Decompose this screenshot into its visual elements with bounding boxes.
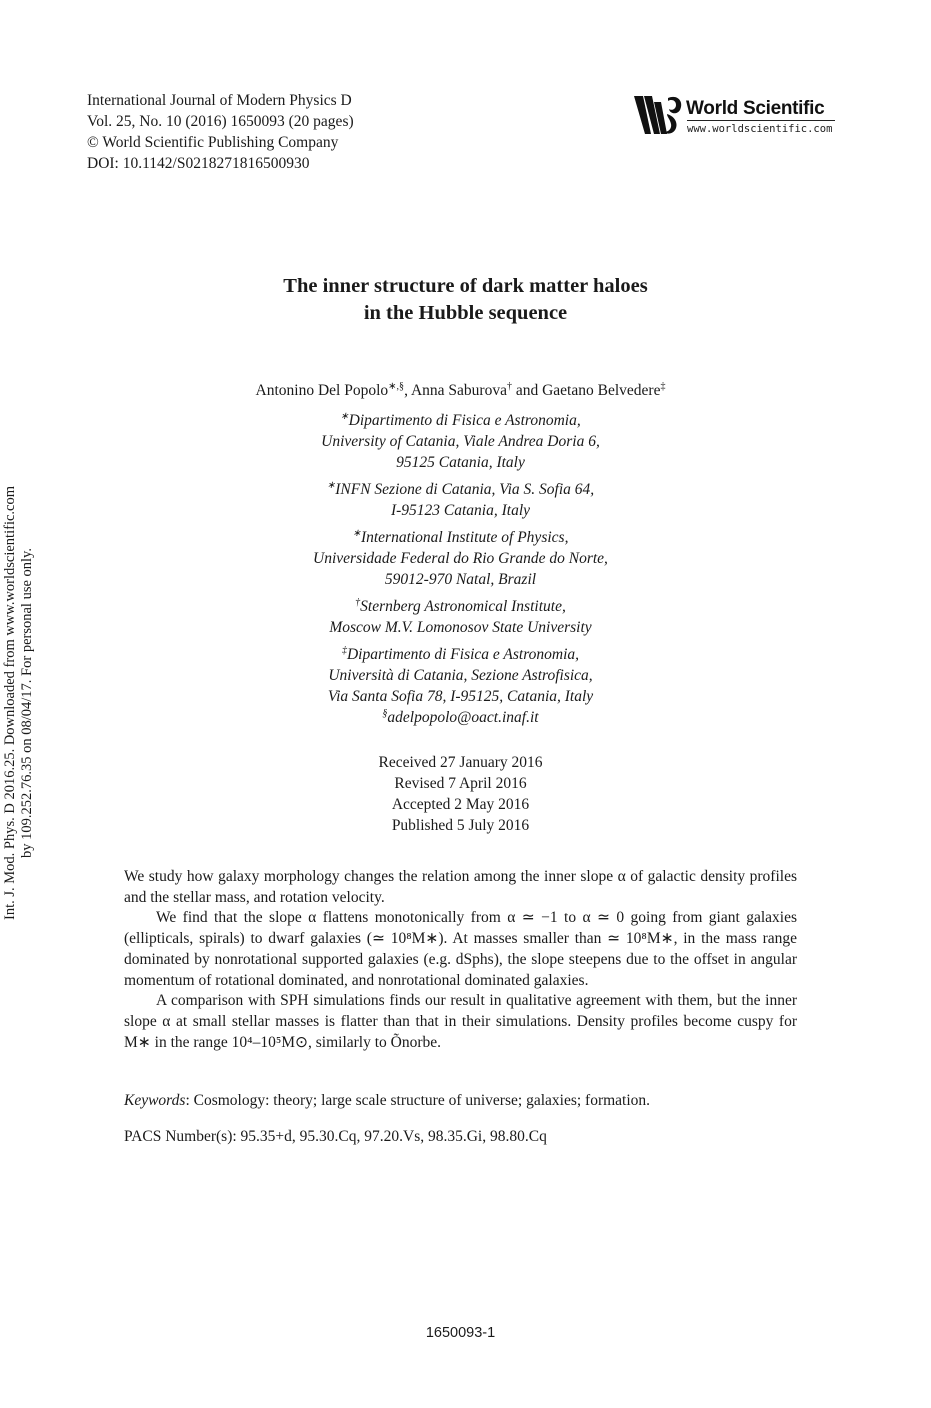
affiliation [0, 644, 921, 728]
affiliation [0, 479, 921, 521]
title-line-2: in the Hubble sequence [363, 302, 568, 324]
author-marks: ‡ [660, 381, 666, 392]
affiliation-line: Universidade Federal do Rio Grande do Norte, [313, 550, 608, 567]
pacs-numbers: PACS Number(s): 95.35+d, 95.30.Cq, 97.20.Vs, 98.35.Gi, 98.80.Cq [124, 1128, 547, 1145]
affiliation-mark: § [382, 708, 388, 719]
affiliation-line: International Institute of Physics, [360, 529, 569, 546]
journal-name: International Journal of Modern Physics D [87, 92, 352, 109]
abstract [124, 867, 797, 1053]
affiliation-mark: ∗ [352, 528, 361, 539]
author-name: Anna Saburova [410, 382, 507, 399]
publication-dates [0, 752, 921, 836]
abstract-paragraph-3: A comparison with SPH simulations finds our result in qualitative agreement with them, but the inner slope α at small stellar masses is flatter than that in their simulations. Density profiles become cuspy for M∗ in the range 10⁴–10⁵M⊙, similarly to Õnorbe. [124, 992, 797, 1051]
affiliation-mark: ∗ [340, 411, 349, 422]
abstract-paragraph-2: We find that the slope α flattens monotonically from α ≃ −1 to α ≃ 0 going from giant galaxies (ellipticals, spirals) to dwarf galaxies (≃ 10⁸M∗). At masses smaller than ≃ 10⁸M∗, in the mass range dominated by nonrotational supported galaxies (e.g. dSphs), the slope steepens due to the offset in angular momentum of rotational dominated, and nonrotational dominated galaxies. [124, 909, 797, 989]
keywords-text: : Cosmology: theory; large scale structure of universe; galaxies; formation. [185, 1092, 651, 1109]
affiliation [0, 410, 921, 473]
email-link[interactable]: adelpopolo@oact.inaf.it [387, 709, 539, 726]
affiliation-line: Via Santa Sofia 78, I-95125, Catania, Italy [327, 688, 594, 705]
author-separator: , [404, 382, 411, 399]
affiliation-list [0, 410, 921, 734]
logo-divider [687, 120, 835, 121]
affiliation-line: I-95123 Catania, Italy [390, 502, 531, 519]
affiliation-line: University of Catania, Viale Andrea Doria 6, [321, 433, 600, 450]
author-name: Gaetano Belvedere [542, 382, 661, 399]
affiliation-line: Università di Catania, Sezione Astrofisica, [328, 667, 593, 684]
page-number: 1650093-1 [425, 1325, 496, 1341]
affiliation-line: Moscow M.V. Lomonosov State University [329, 619, 592, 636]
journal-doi: DOI: 10.1142/S0218271816500930 [87, 155, 310, 172]
publisher-name: World Scientific [686, 98, 825, 119]
author-separator: and [511, 382, 543, 399]
affiliation-line: 59012-970 Natal, Brazil [384, 571, 537, 588]
date-received: Received 27 January 2016 [378, 754, 543, 771]
keywords [124, 1092, 797, 1110]
affiliation-line: 95125 Catania, Italy [396, 454, 525, 471]
affiliation-line: Dipartimento di Fisica e Astronomia, [348, 412, 581, 429]
world-scientific-logo-icon [634, 92, 684, 138]
publisher-url: www.worldscientific.com [687, 123, 833, 135]
journal-copyright: © World Scientific Publishing Company [87, 134, 339, 151]
title-line-1: The inner structure of dark matter haloes [283, 275, 648, 297]
author-name: Antonino Del Popolo [255, 382, 389, 399]
affiliation-mark: † [355, 597, 361, 608]
affiliation [0, 596, 921, 638]
author-marks: † [506, 381, 512, 392]
affiliation-mark: ‡ [341, 645, 347, 656]
side-note-line-2: by 109.252.76.35 on 08/04/17. For personal use only. [19, 548, 35, 859]
side-note-line-1: Int. J. Mod. Phys. D 2016.25. Downloaded from www.worldscientific.com [2, 485, 18, 921]
affiliation-mark: ∗ [326, 480, 336, 491]
date-accepted: Accepted 2 May 2016 [391, 796, 530, 813]
abstract-paragraph-1: We study how galaxy morphology changes the relation among the inner slope α of galactic density profiles and the stellar mass, and rotation velocity. [124, 868, 797, 906]
date-revised: Revised 7 April 2016 [394, 775, 527, 792]
paper-title [0, 273, 931, 327]
publisher-logo [634, 92, 844, 140]
author-marks: ∗,§ [388, 381, 405, 392]
journal-header [87, 90, 354, 174]
keywords-label: Keywords [124, 1092, 186, 1109]
journal-volume: Vol. 25, No. 10 (2016) 1650093 (20 pages) [87, 113, 354, 130]
affiliation-line: Dipartimento di Fisica e Astronomia, [346, 646, 580, 663]
affiliation-line: INFN Sezione di Catania, Via S. Sofia 64, [335, 481, 595, 498]
author-list [0, 382, 921, 400]
affiliation-line: Sternberg Astronomical Institute, [360, 598, 566, 615]
affiliation [0, 527, 921, 590]
date-published: Published 5 July 2016 [391, 817, 530, 834]
